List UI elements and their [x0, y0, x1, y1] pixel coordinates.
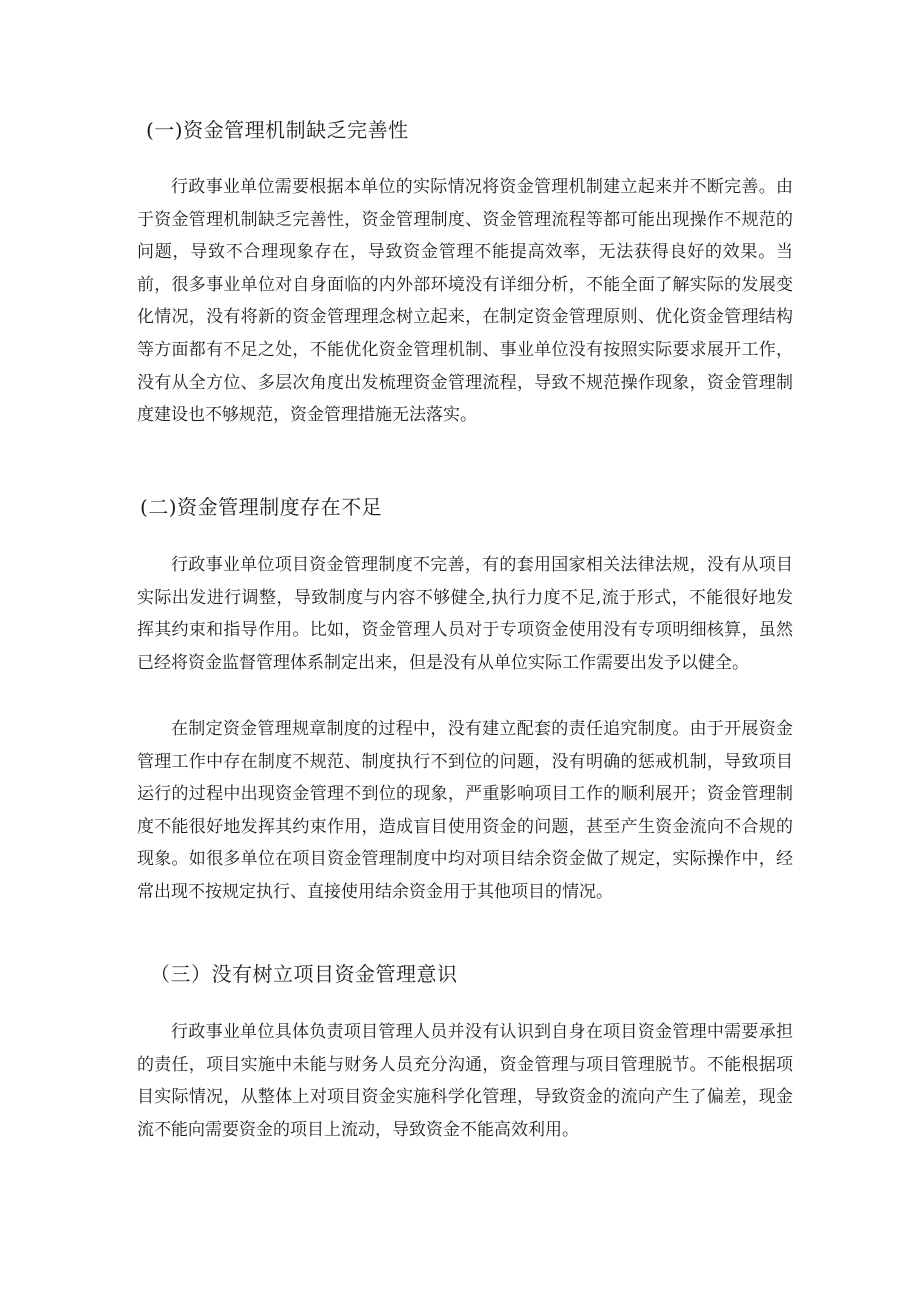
section-2-paragraph-1: 行政事业单位项目资金管理制度不完善，有的套用国家相关法律法规，没有从项目实际出发进行调整，导致制度与内容不够健全,执行力度不足,流于形式，不能很好地发挥其约束和指导作用。比如，资金管理人员对于专项资金使用没有专项明细核算，虽然已经将资金监督管理体系制定出来，但是没有从单位实际工作需要出发予以健全。	[137, 555, 793, 673]
section-3-paragraph-1: 行政事业单位具体负责项目管理人员并没有认识到自身在项目资金管理中需要承担的责任，项目实施中未能与财务人员充分沟通，资金管理与项目管理脱节。不能根据项目实际情况，从整体上对项目资金实施科学化管理，导致资金的流向产生了偏差，现金流不能向需要资金的项目上流动，导致资金不能高效利用。	[137, 1022, 793, 1140]
section-heading-3: （三）没有树立项目资金管理意识	[150, 962, 458, 986]
section-heading-2: (二)资金管理制度存在不足	[140, 495, 383, 519]
section-heading-1: (一)资金管理机制缺乏完善性	[146, 118, 409, 142]
section-1-paragraph-1: 行政事业单位需要根据本单位的实际情况将资金管理机制建立起来并不断完善。由于资金管理机制缺乏完善性，资金管理制度、资金管理流程等都可能出现操作不规范的问题，导致不合理现象存在，导致资金管理不能提高效率，无法获得良好的效果。当前，很多事业单位对自身面临的内外部环境没有详细分析，不能全面了解实际的发展变化情况，没有将新的资金管理理念树立起来，在制定资金管理原则、优化资金管理结构等方面都有不足之处，不能优化资金管理机制、事业单位没有按照实际要求展开工作，没有从全方位、多层次角度出发梳理资金管理流程，导致不规范操作现象，资金管理制度建设也不够规范，资金管理措施无法落实。	[137, 177, 793, 426]
section-2-paragraph-2: 在制定资金管理规章制度的过程中，没有建立配套的责任追究制度。由于开展资金管理工作中存在制度不规范、制度执行不到位的问题，没有明确的惩戒机制，导致项目运行的过程中出现资金管理不到位的现象，严重影响项目工作的顺利展开；资金管理制度不能很好地发挥其约束作用，造成盲目使用资金的问题，甚至产生资金流向不合规的现象。如很多单位在项目资金管理制度中均对项目结余资金做了规定，实际操作中，经常出现不按规定执行、直接使用结余资金用于其他项目的情况。	[137, 719, 793, 902]
